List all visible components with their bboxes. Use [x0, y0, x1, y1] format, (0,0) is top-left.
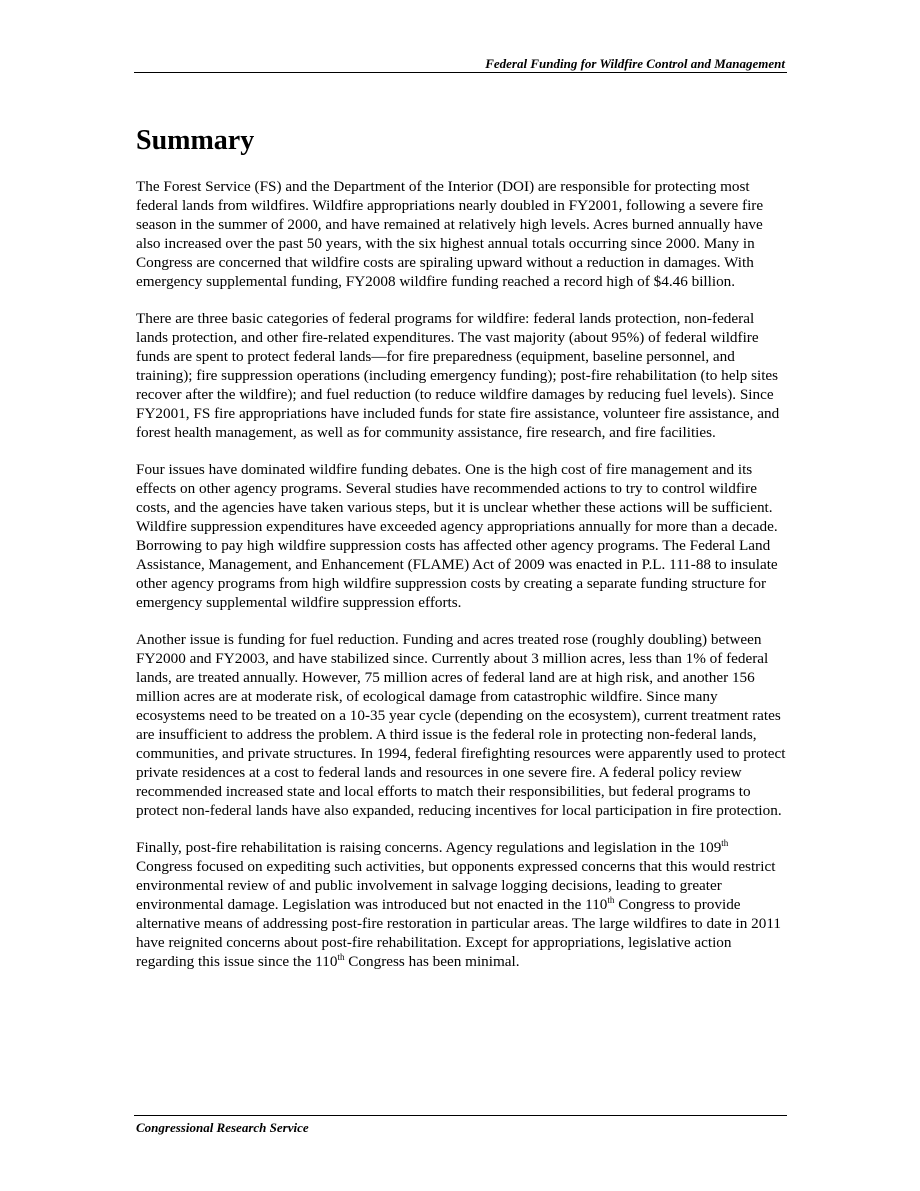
footer-org: Congressional Research Service: [136, 1120, 309, 1135]
paragraph-5-part-3: Congress to provide alternative means of addressing post-fire restoration in particular areas. The large wildfires to date in 2011 have reignited concerns about post-fire rehabilitation. Except for appropriations, legislative action regarding this issue since the 110: [136, 896, 781, 970]
paragraph-5-part-4: Congress has been minimal.: [344, 953, 520, 970]
ordinal-superscript: th: [721, 837, 729, 848]
paragraph-5: [136, 838, 788, 971]
paragraph-5-part-1: Finally, post-fire rehabilitation is raising concerns. Agency regulations and legislation in the 109: [136, 839, 722, 856]
paragraph-5-part-2: Congress focused on expediting such activities, but opponents expressed concerns that this would restrict environmental review of and public involvement in salvage logging decisions, leading to greater environmental damage. Legislation was introduced but not enacted in the 110: [136, 858, 776, 913]
paragraph-1: The Forest Service (FS) and the Department of the Interior (DOI) are responsible for protecting most federal lands from wildfires. Wildfire appropriations nearly doubled in FY2001, following a severe fire season in the summer of 2000, and have remained at relatively high levels. Acres burned annually have also increased over the past 50 years, with the six highest annual totals occurring since 2000. Many in Congress are concerned that wildfire costs are spiraling upward without a reduction in damages. With emergency supplemental funding, FY2008 wildfire funding reached a record high of $4.46 billion.: [136, 178, 764, 290]
paragraph-2: There are three basic categories of federal programs for wildfire: federal lands protection, non-federal lands protection, and other fire-related expenditures. The vast majority (about 95%) of federal wildfire funds are spent to protect federal lands—for fire preparedness (equipment, baseline personnel, and training); fire suppression operations (including emergency funding); post-fire rehabilitation (to help sites recover after the wildfire); and fuel reduction (to reduce wildfire damages by reducing fuel levels). Since FY2001, FS fire appropriations have included funds for state fire assistance, volunteer fire assistance, and forest health management, as well as for community assistance, fire research, and fire facilities.: [136, 310, 780, 441]
section-title: Summary: [136, 125, 255, 156]
footer-rule: [134, 1115, 787, 1116]
paragraph-3: Four issues have dominated wildfire funding debates. One is the high cost of fire management and its effects on other agency programs. Several studies have recommended actions to try to control wildfire costs, and the agencies have taken various steps, but it is unclear whether these actions will be sufficient. Wildfire suppression expenditures have exceeded agency appropriations annually for more than a decade. Borrowing to pay high wildfire suppression costs has affected other agency programs. The Federal Land Assistance, Management, and Enhancement (FLAME) Act of 2009 was enacted in P.L. 111-88 to insulate other agency programs from high wildfire suppression costs by creating a separate funding structure for emergency supplemental wildfire suppression efforts.: [136, 461, 778, 611]
ordinal-superscript: th: [337, 951, 345, 962]
ordinal-superscript: th: [607, 894, 615, 905]
header-rule: [134, 72, 787, 73]
running-header: Federal Funding for Wildfire Control and Management: [485, 56, 785, 71]
summary-body: [136, 177, 788, 989]
paragraph-4: Another issue is funding for fuel reduction. Funding and acres treated rose (roughly doubling) between FY2000 and FY2003, and have stabilized since. Currently about 3 million acres, less than 1% of federal lands, are treated annually. However, 75 million acres of federal land are at high risk, and another 156 million acres are at moderate risk, of ecological damage from catastrophic wildfire. Since many ecosystems need to be treated on a 10-35 year cycle (depending on the ecosystem), current treatment rates are insufficient to address the problem. A third issue is the federal role in protecting non-federal lands, communities, and private structures. In 1994, federal firefighting resources were apparently used to protect private residences at a cost to federal lands and resources in one severe fire. A federal policy review recommended increased state and local efforts to match their responsibilities, but federal programs to protect non-federal lands have also expanded, reducing incentives for local participation in fire protection.: [136, 631, 786, 819]
